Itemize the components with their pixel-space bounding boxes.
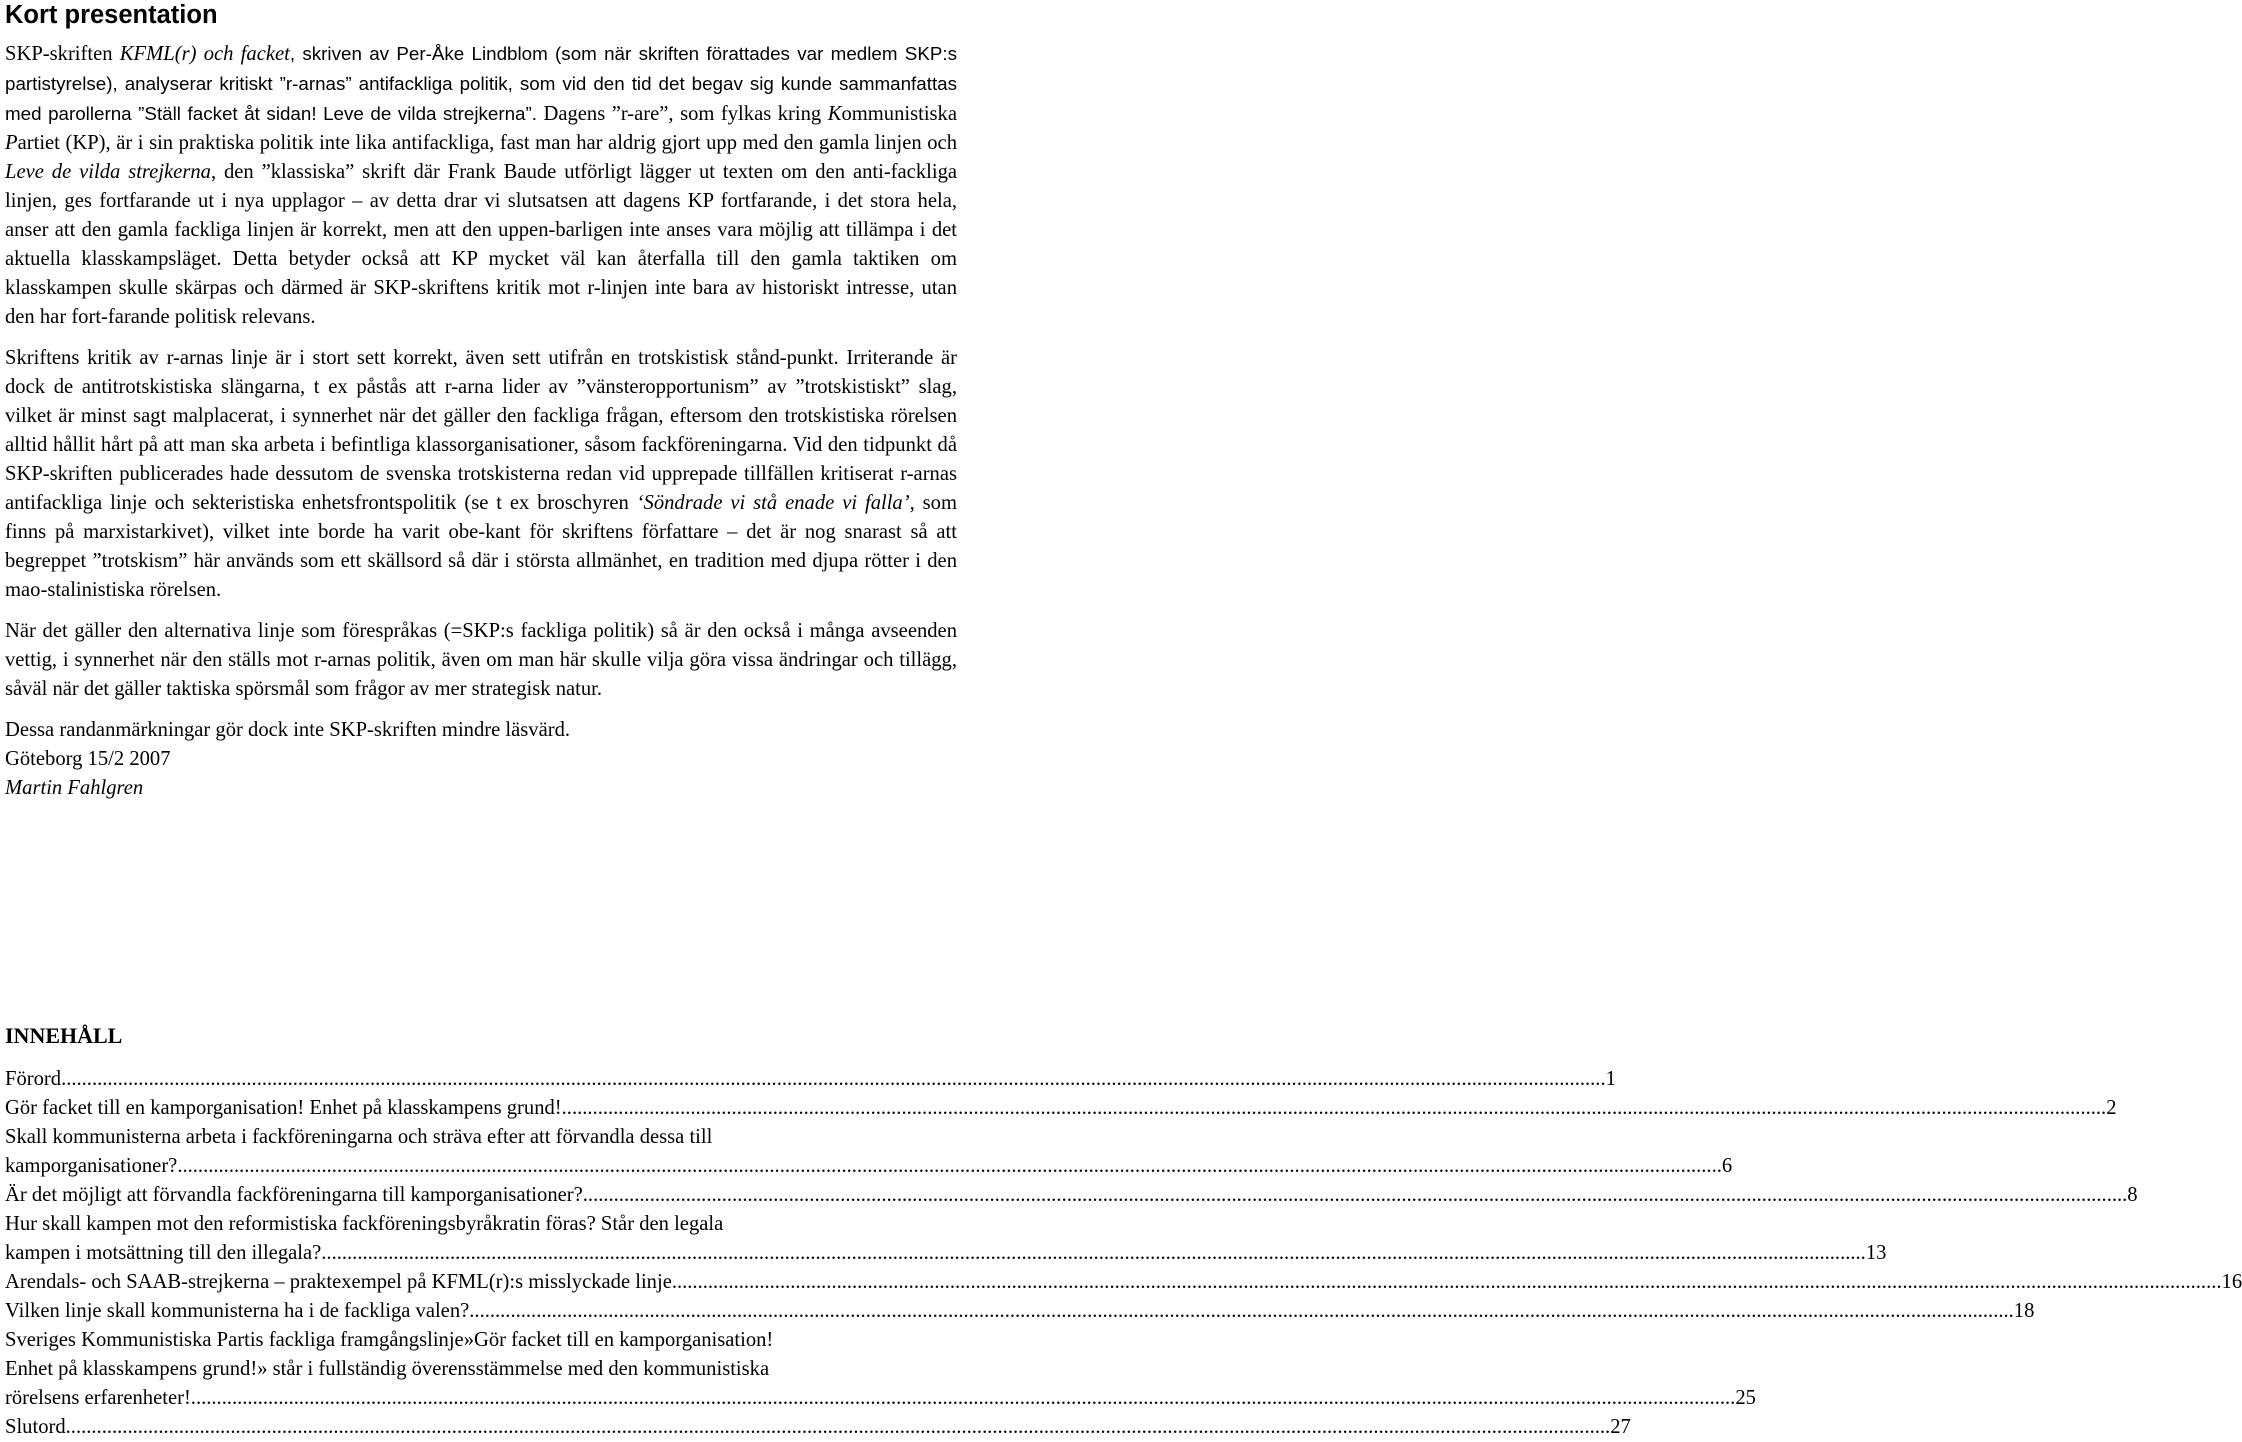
- toc-entry[interactable]: [5, 1181, 2138, 1210]
- paragraph-3: När det gäller den alternativa linje som förespråkas (=SKP:s fackliga politik) så är den också i många avseenden vettig, i synnerhet när den ställs mot r-arnas politik, även om man här skulle vilja göra vissa ändringar och tillägg, såväl när det gäller taktiska spörsmål som frågor av mer strategisk natur.: [5, 620, 957, 700]
- toc-entry[interactable]: [5, 1326, 1756, 1413]
- author-signature: [5, 774, 957, 803]
- presentation-body: [5, 39, 957, 803]
- italic-letter: P: [5, 132, 18, 154]
- text-run: Skriftens kritik av r-arnas linje är i stort sett korrekt, även sett utifrån en trotskistisk stånd-punkt. Irriterande är dock de antitrotskistiska slängarna, t ex påstås att r-arna lider av ”vänsteropportunism” av ”trotskistiskt” slag, vilket är minst sagt malplacerat, i synnerhet när det gäller den fackliga frågan, eftersom den trotskistiska rörelsen alltid hållit hårt på att man ska arbeta i befintliga klassorganisationer, såsom fackföreningarna. Vid den tidpunkt då SKP-skriften publicerades hade dessutom de svenska trotskisterna redan vid upprepade tillfällen kritiserat r-arnas antifackliga linje och sekteristiska enhetsfrontspolitik (se t ex broschyren: [5, 347, 957, 514]
- toc-page-number: 18: [2013, 1300, 2035, 1322]
- toc-page-number: 16: [2221, 1271, 2242, 1293]
- toc-entry-text: Hur skall kampen mot den reformistiska fackföreningsbyråkratin föras? Står den legala: [5, 1213, 724, 1235]
- dot-leader: ............................................................................................................................................................................................................................................................................................................: [61, 1068, 1606, 1090]
- text-run: , den ”klassiska” skrift där Frank Baude utförligt lägger ut texten om den anti-fackliga linjen, ges fortfarande ut i nya upplagor – av detta drar vi slutsatsen att dagens KP fortfarande, i det stora hela, anser att den gamla fackliga linjen är korrekt, men att den uppen-barligen inte anses vara möjlig att tillämpa i det aktuella klasskampsläget. Detta betyder också att KP mycket väl kan återfalla till den gamla taktiken om klasskampen skulle skärpas och därmed är SKP-skriftens kritik mot r-linjen inte bara av historiskt intresse, utan den har fort-farande politisk relevans.: [5, 161, 958, 328]
- author-name: Martin Fahlgren: [5, 777, 144, 799]
- text-run: som finns på marxistarkivet), vilket inte borde ha varit obe-kant för skriftens författare – det är nog snarast så att begreppet ”trotskism” här används som ett skällsord så där i största allmänhet, en tradition med djupa rötter i den mao-stalinistiska rörelsen.: [5, 492, 957, 601]
- dot-leader: ............................................................................................................................................................................................................................................................................................................: [469, 1300, 2014, 1322]
- dot-leader: ............................................................................................................................................................................................................................................................................................................: [561, 1097, 2107, 1119]
- paragraph-4: Dessa randanmärkningar gör dock inte SKP-skriften mindre läsvärd.: [5, 719, 571, 741]
- page-title: Kort presentation: [5, 1, 218, 29]
- toc-heading: INNEHÅLL: [5, 1023, 123, 1048]
- toc-entry[interactable]: [5, 1123, 1733, 1181]
- toc-entry-text: kamporganisationer?: [5, 1155, 178, 1177]
- table-of-contents: [5, 1065, 2242, 1442]
- toc-entry-text: Enhet på klasskampens grund!» står i fullständig överensstämmelse med den kommunistiska: [5, 1358, 770, 1380]
- dot-leader: ............................................................................................................................................................................................................................................................................................................: [321, 1242, 1866, 1264]
- toc-page-number: 27: [1610, 1416, 1631, 1438]
- toc-entry-text: Sveriges Kommunistiska Partis fackliga framgångslinje»Gör facket till en kamporganisation!: [5, 1329, 774, 1351]
- dot-leader: ............................................................................................................................................................................................................................................................................................................: [676, 1271, 2222, 1293]
- dot-leader: ............................................................................................................................................................................................................................................................................................................: [190, 1387, 1736, 1409]
- toc-page-number: 13: [1865, 1242, 1887, 1264]
- toc-entry[interactable]: [5, 1210, 1887, 1268]
- toc-entry-text: kampen i motsättning till den illegala?: [5, 1242, 322, 1264]
- place-date: Göteborg 15/2 2007: [5, 748, 171, 770]
- paragraph-2: [5, 344, 957, 605]
- text-run: , skriven av Per-Åke Lindblom (som när skriften förattades var medlem SKP:s partistyrelse), analyserar kritiskt ”r-arnas” antifackliga politik, som vid den tid det begav sig kunde sammanfattas med parollerna ”Ställ facket åt sidan! Leve de vilda strejkerna”.: [5, 43, 957, 124]
- toc-page-number: 6: [1721, 1155, 1733, 1177]
- paragraph-1: [5, 39, 957, 332]
- toc-entry[interactable]: [5, 1297, 2035, 1326]
- dot-leader: ............................................................................................................................................................................................................................................................................................................: [582, 1184, 2128, 1206]
- toc-entry[interactable]: [5, 1268, 2242, 1297]
- italic-title: ‘Söndrade vi stå enade vi falla’,: [636, 492, 915, 514]
- toc-entry-text: Slutord: [5, 1416, 66, 1438]
- italic-title: Leve de vilda strejkerna: [5, 161, 211, 183]
- toc-entry[interactable]: [5, 1065, 1616, 1094]
- toc-entry-text: Arendals- och SAAB-strejkerna – praktexempel på KFML(r):s misslyckade linje.: [5, 1271, 677, 1293]
- text-run: Dagens ”r-are”, som fylkas kring: [536, 103, 828, 125]
- toc-entry-text: Skall kommunisterna arbeta i fackföreningarna och sträva efter att förvandla dessa till: [5, 1126, 713, 1148]
- toc-entry-text: Förord: [5, 1068, 62, 1090]
- toc-entry[interactable]: [5, 1094, 2117, 1123]
- toc-page-number: 8: [2127, 1184, 2138, 1206]
- toc-entry-text: rörelsens erfarenheter!: [5, 1387, 191, 1409]
- toc-entry-text: Vilken linje skall kommunisterna ha i de fackliga valen?: [5, 1300, 470, 1322]
- toc-entry-text: Är det möjligt att förvandla fackföreningarna till kamporganisationer?: [5, 1184, 583, 1206]
- dot-leader: ............................................................................................................................................................................................................................................................................................................: [65, 1416, 1611, 1438]
- text-run: ommunistiska: [841, 103, 957, 125]
- italic-letter: K: [827, 103, 842, 125]
- toc-entry[interactable]: [5, 1413, 1631, 1442]
- toc-entry-text: Gör facket till en kamporganisation! Enhet på klasskampens grund!: [5, 1097, 562, 1119]
- text-run: SKP-skriften: [5, 43, 120, 65]
- text-run: artiet (KP), är i sin praktiska politik inte lika antifackliga, fast man har aldrig gjort upp med den gamla linjen och: [17, 132, 957, 154]
- toc-page-number: 25: [1735, 1387, 1756, 1409]
- italic-title: KFML(r) och facket: [119, 43, 290, 65]
- toc-page-number: 1: [1605, 1068, 1616, 1090]
- toc-page-number: 2: [2106, 1097, 2117, 1119]
- dot-leader: ............................................................................................................................................................................................................................................................................................................: [177, 1155, 1722, 1177]
